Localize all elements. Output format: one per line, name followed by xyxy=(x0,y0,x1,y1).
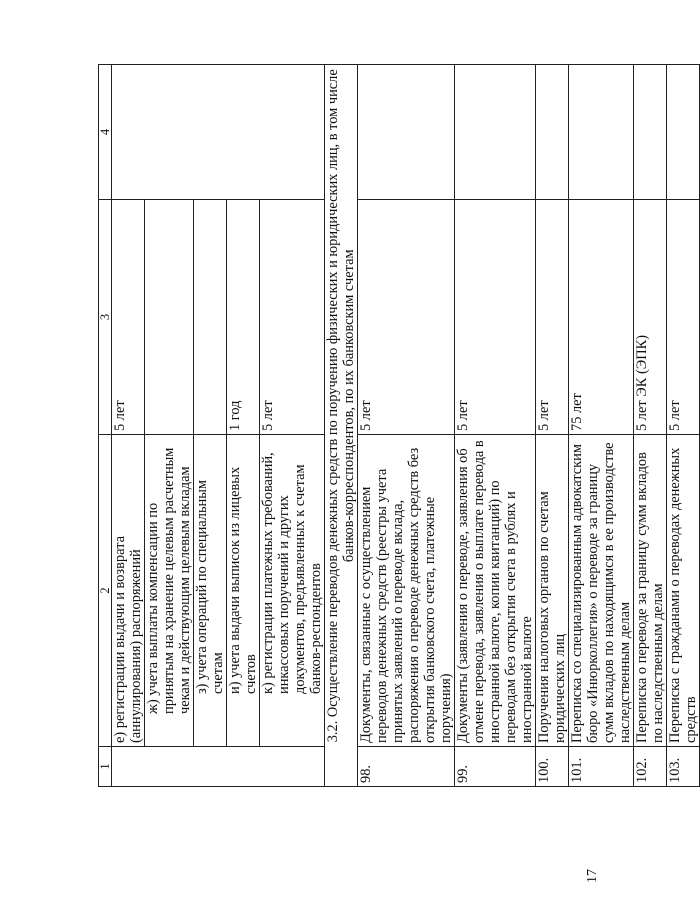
table-row xyxy=(358,65,455,787)
row-text: з) учета операций по специальным счетам xyxy=(194,435,227,747)
row-text: Переписка с гражданами о переводах денежных средств xyxy=(667,435,700,747)
row-note xyxy=(358,65,455,200)
row-period: 75 лет xyxy=(569,200,634,435)
row-period: 5 лет xyxy=(455,200,536,435)
row-text: Документы, связанные с осуществлением переводов денежных средств (реестры учета принятых заявлений о переводе вклада, распоряжения о переводе денежных средств без открытия банковского счета, платежные поручения) xyxy=(358,435,455,747)
header-col-2: 2 xyxy=(99,435,112,747)
row-number: 103. xyxy=(667,747,700,787)
row-number: 101. xyxy=(569,747,634,787)
row-period: 5 лет xyxy=(260,200,325,435)
row-note xyxy=(569,65,634,200)
row-period: 5 лет xyxy=(667,200,700,435)
document-table xyxy=(98,64,700,787)
row-note xyxy=(455,65,536,200)
row-number: 98. xyxy=(358,747,455,787)
row-text: Поручения налоговых органов по счетам юридических лиц xyxy=(536,435,569,747)
header-col-3: 3 xyxy=(99,200,112,435)
row-number: 99. xyxy=(455,747,536,787)
row-text: и) учета выдачи выписок из лицевых счетов xyxy=(227,435,260,747)
table-row xyxy=(112,65,145,787)
row-note xyxy=(667,65,700,200)
table-row xyxy=(536,65,569,787)
page-number: 17 xyxy=(585,869,600,883)
row-period: 1 год xyxy=(227,200,260,435)
table-row xyxy=(569,65,634,787)
table-row xyxy=(634,65,667,787)
row-period xyxy=(145,200,194,435)
row-text: Документы (заявления о переводе, заявления об отмене перевода, заявления о выплате перевода в иностранной валюте, копии квитанций) по переводам без открытия счета в рублях и иностранной валюте xyxy=(455,435,536,747)
header-col-4: 4 xyxy=(99,65,112,200)
row-text: Переписка со специализированным адвокатским бюро «Инюрколлегия» о переводе за границу сумм вкладов по находящимся в ее производстве наследственным делам xyxy=(569,435,634,747)
row-period: 5 лет xyxy=(112,200,145,435)
table-row xyxy=(667,65,700,787)
row-period: 5 лет xyxy=(536,200,569,435)
section-row xyxy=(325,65,358,787)
row-note xyxy=(634,65,667,200)
header-col-1: 1 xyxy=(99,747,112,787)
row-text: Переписка о переводе за границу сумм вкладов по наследственным делам xyxy=(634,435,667,747)
row-note xyxy=(536,65,569,200)
row-note xyxy=(112,65,325,200)
table-row xyxy=(455,65,536,787)
row-number: 102. xyxy=(634,747,667,787)
section-title: 3.2. Осуществление переводов денежных средств по поручению физических и юридических лиц, в том числе банков-корреспондентов, по их банковским счетам xyxy=(325,65,358,747)
row-number-cell xyxy=(112,747,325,787)
row-period: 5 лет xyxy=(358,200,455,435)
row-number: 100. xyxy=(536,747,569,787)
section-number-cell xyxy=(325,747,358,787)
row-text: ж) учета выплаты компенсации по принятым на хранение целевым расчетным чекам и действующим целевым вкладам xyxy=(145,435,194,747)
row-text: к) регистрации платежных требований, инкассовых поручений и других документов, предъявленных к счетам банков-респондентов xyxy=(260,435,325,747)
row-text: е) регистрации выдачи и возврата (аннулирования) распоряжений xyxy=(112,435,145,747)
table-header-row xyxy=(99,65,112,787)
row-period: 5 лет ЭК (ЭПК) xyxy=(634,200,667,435)
row-period xyxy=(194,200,227,435)
